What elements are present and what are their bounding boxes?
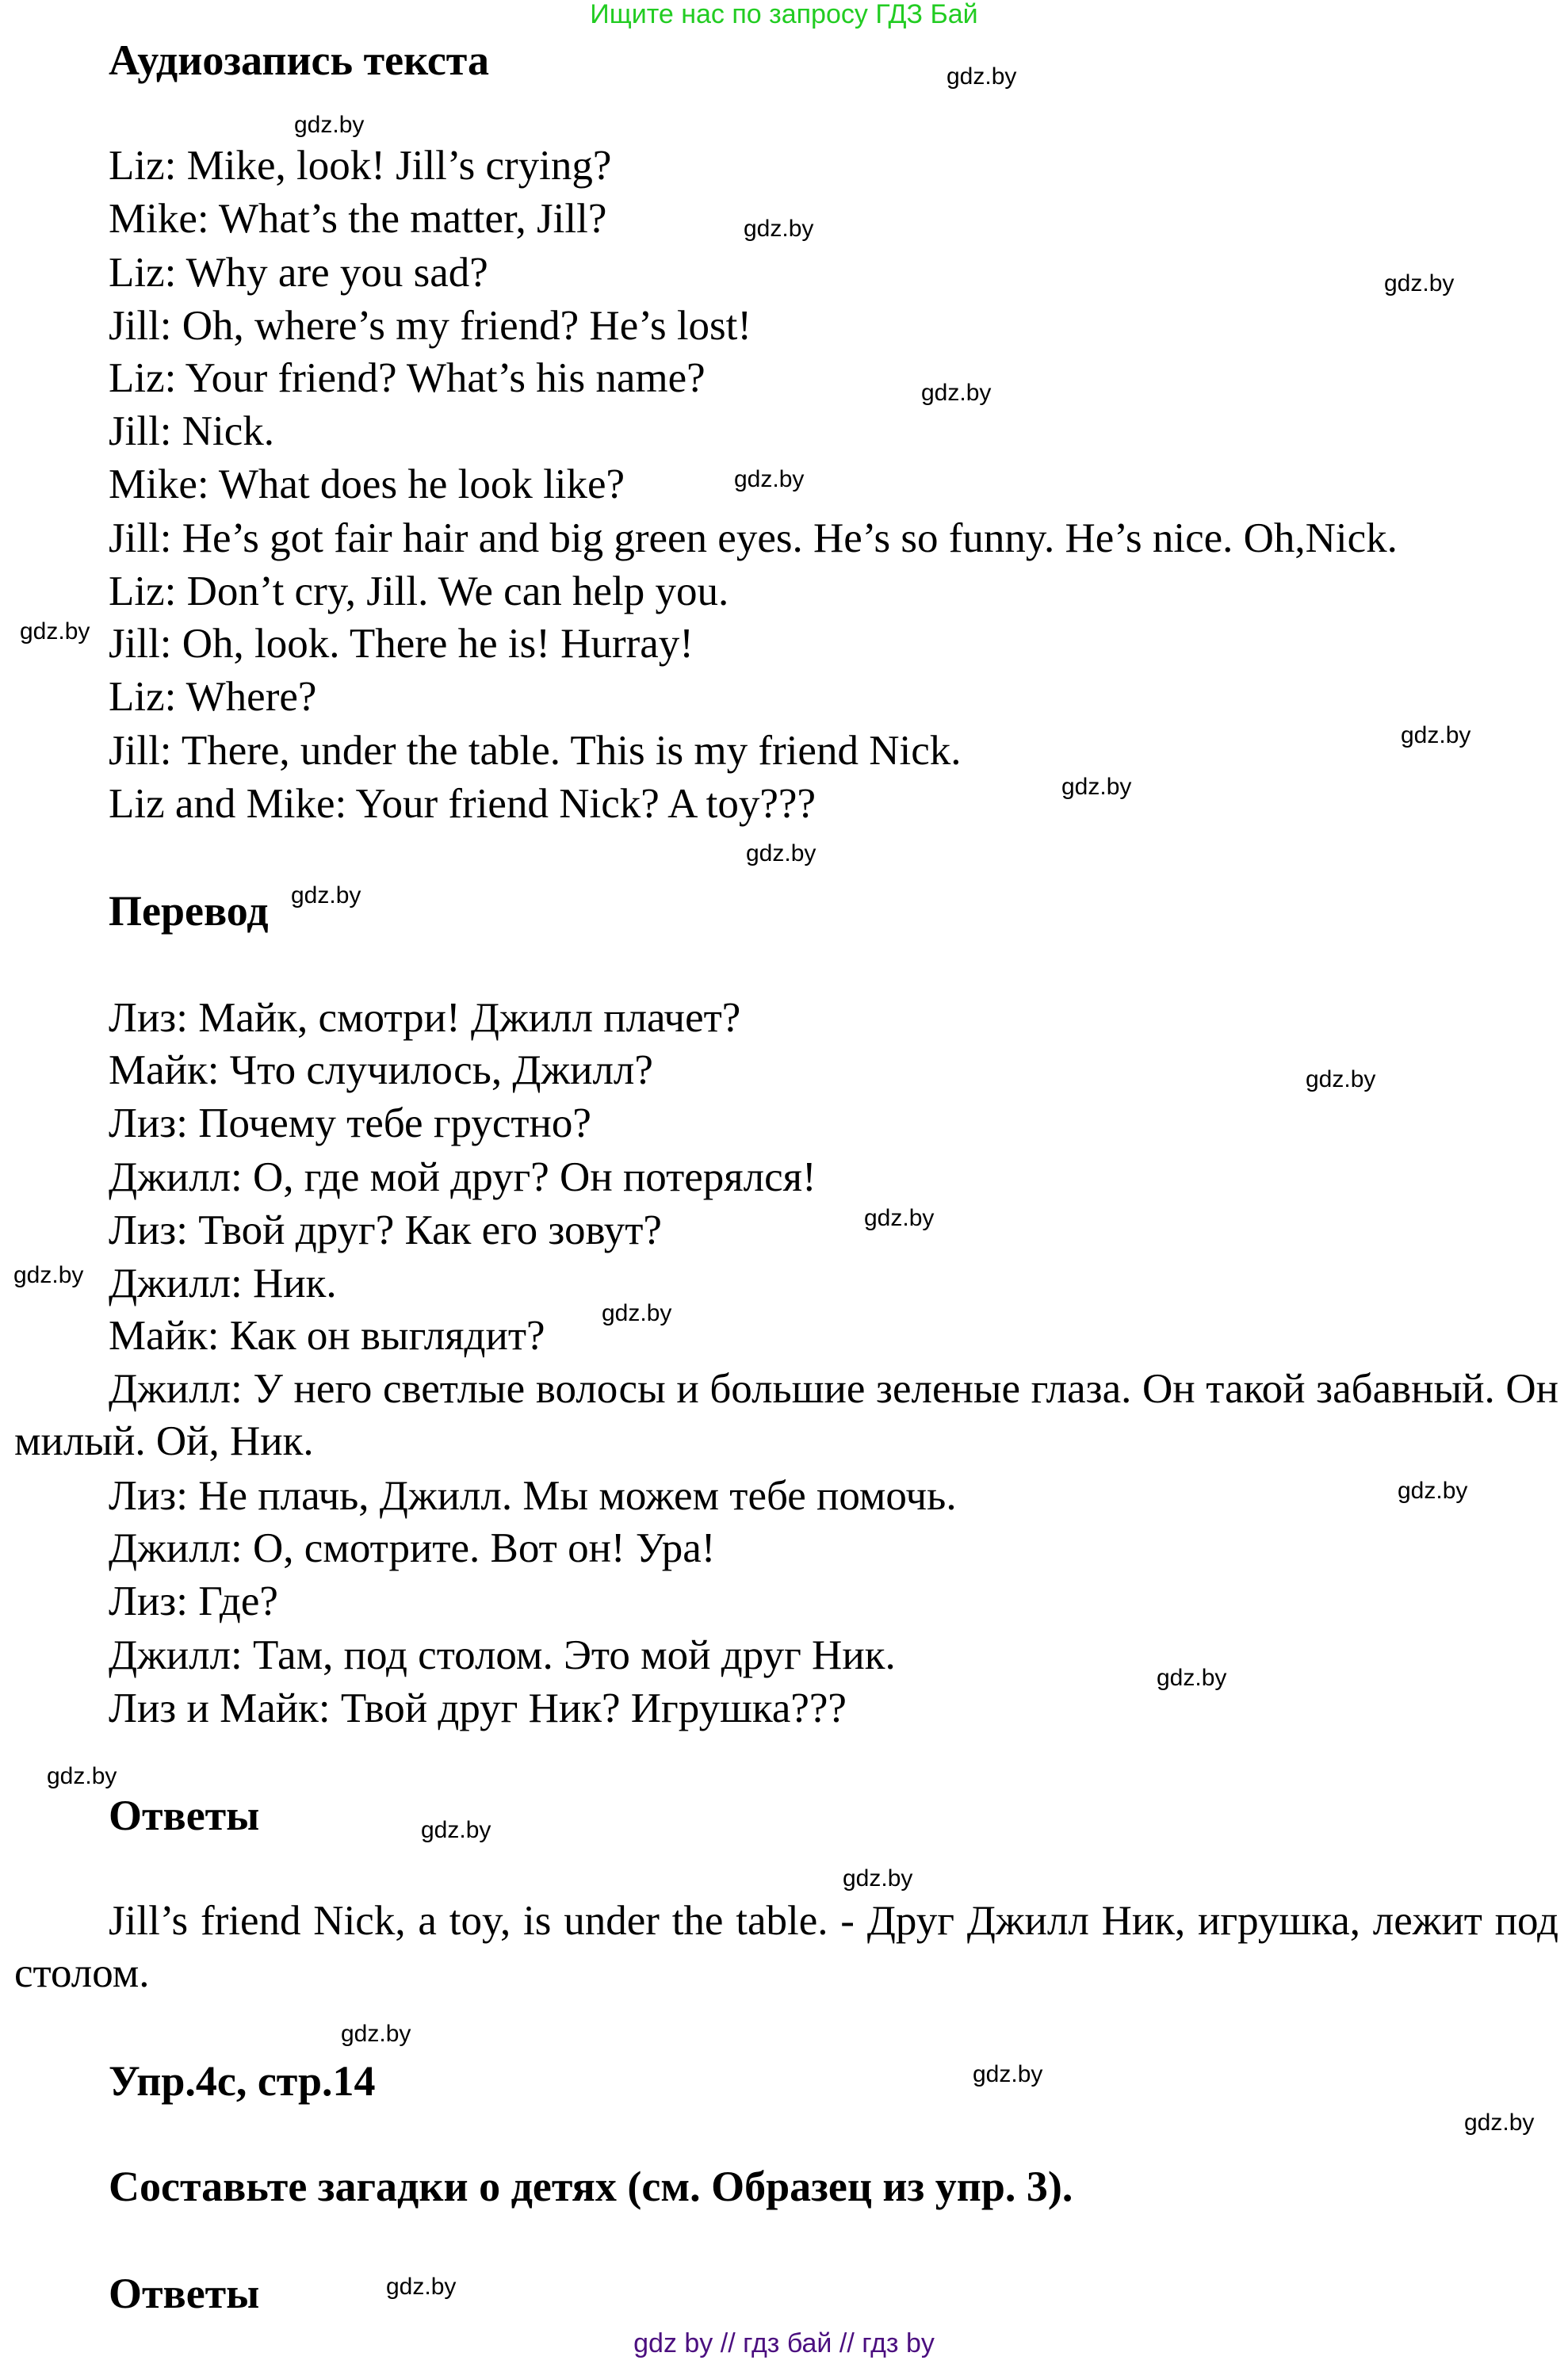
translation-line: Лиз: Твой друг? Как его зовут? — [109, 1207, 662, 1253]
dialog-line: Jill: He’s got fair hair and big green eyes. He’s so funny. He’s nice. Oh,Nick. — [109, 515, 1398, 561]
translation-line: Майк: Что случилось, Джилл? — [109, 1047, 653, 1093]
translation-line: Лиз: Где? — [109, 1578, 278, 1624]
watermark: gdz.by — [734, 466, 805, 492]
watermark: gdz.by — [341, 2021, 411, 2047]
watermark: gdz.by — [1398, 1478, 1468, 1504]
answers-section-title-2: Ответы — [109, 2270, 260, 2317]
watermark: gdz.by — [843, 1865, 913, 1892]
watermark: gdz.by — [1464, 2110, 1535, 2136]
watermark: gdz.by — [1384, 270, 1455, 296]
watermark: gdz.by — [1401, 722, 1471, 748]
translation-line: Лиз: Майк, смотри! Джилл плачет? — [109, 995, 741, 1041]
dialog-line: Liz: Your friend? What’s his name? — [109, 355, 706, 401]
dialog-line: Liz: Why are you sad? — [109, 250, 488, 296]
dialog-line: Liz and Mike: Your friend Nick? A toy??? — [109, 781, 816, 827]
translation-line: Джилл: О, где мой друг? Он потерялся! — [109, 1154, 817, 1200]
watermark: gdz.by — [947, 63, 1017, 90]
watermark: gdz.by — [864, 1205, 935, 1231]
watermark: gdz.by — [20, 618, 90, 645]
watermark: gdz.by — [746, 840, 817, 866]
dialog-line: Liz: Where? — [109, 674, 317, 720]
dialog-line: Jill: There, under the table. This is my friend Nick. — [109, 728, 962, 774]
dialog-line: Liz: Don’t cry, Jill. We can help you. — [109, 568, 729, 614]
watermark: gdz.by — [421, 1817, 491, 1843]
dialog-line: Liz: Mike, look! Jill’s crying? — [109, 143, 612, 189]
translation-line: Джилл: Ник. — [109, 1260, 337, 1306]
translation-section-title: Перевод — [109, 887, 269, 935]
dialog-line: Mike: What’s the matter, Jill? — [109, 196, 607, 242]
translation-line: Джилл: Там, под столом. Это мой друг Ник. — [109, 1632, 896, 1678]
watermark: gdz.by — [921, 380, 992, 406]
watermark: gdz.by — [47, 1763, 117, 1789]
answer-paragraph: Jill’s friend Nick, a toy, is under the table. - Друг Джилл Ник, игрушка, лежит под столом. — [14, 1898, 1558, 1996]
answers-section-title: Ответы — [109, 1792, 260, 1839]
translation-line: Лиз: Почему тебе грустно? — [109, 1100, 591, 1146]
watermark: gdz.by — [602, 1300, 672, 1326]
dialog-line: Jill: Oh, where’s my friend? He’s lost! — [109, 303, 752, 349]
watermark: gdz.by — [1157, 1665, 1227, 1691]
audio-section-title: Аудиозапись текста — [109, 36, 489, 84]
dialog-line: Mike: What does he look like? — [109, 461, 625, 507]
dialog-line: Jill: Nick. — [109, 408, 275, 454]
watermark: gdz.by — [291, 882, 361, 908]
translation-line: Майк: Как он выглядит? — [109, 1313, 545, 1359]
translation-line: Лиз: Не плачь, Джилл. Мы можем тебе помочь. — [109, 1473, 957, 1519]
translation-line: Лиз и Майк: Твой друг Ник? Игрушка??? — [109, 1685, 847, 1731]
footer-links[interactable]: gdz by // гдз бай // гдз by — [633, 2328, 935, 2358]
dialog-line: Jill: Oh, look. There he is! Hurray! — [109, 621, 694, 667]
watermark: gdz.by — [744, 216, 814, 242]
watermark: gdz.by — [386, 2274, 457, 2300]
header-search-link[interactable]: Ищите нас по запросу ГДЗ Бай — [590, 0, 978, 29]
translation-paragraph: Джилл: У него светлые волосы и большие зеленые глаза. Он такой забавный. Он милый. Ой, Ник. — [14, 1366, 1558, 1464]
translation-line: Джилл: О, смотрите. Вот он! Ура! — [109, 1525, 716, 1571]
watermark: gdz.by — [973, 2061, 1043, 2087]
watermark: gdz.by — [294, 112, 365, 138]
exercise-title: Упр.4с, стр.14 — [109, 2057, 376, 2105]
watermark: gdz.by — [1306, 1066, 1376, 1092]
exercise-task: Составьте загадки о детях (см. Образец из упр. 3). — [109, 2163, 1073, 2210]
watermark: gdz.by — [1061, 774, 1132, 800]
watermark: gdz.by — [13, 1262, 84, 1288]
